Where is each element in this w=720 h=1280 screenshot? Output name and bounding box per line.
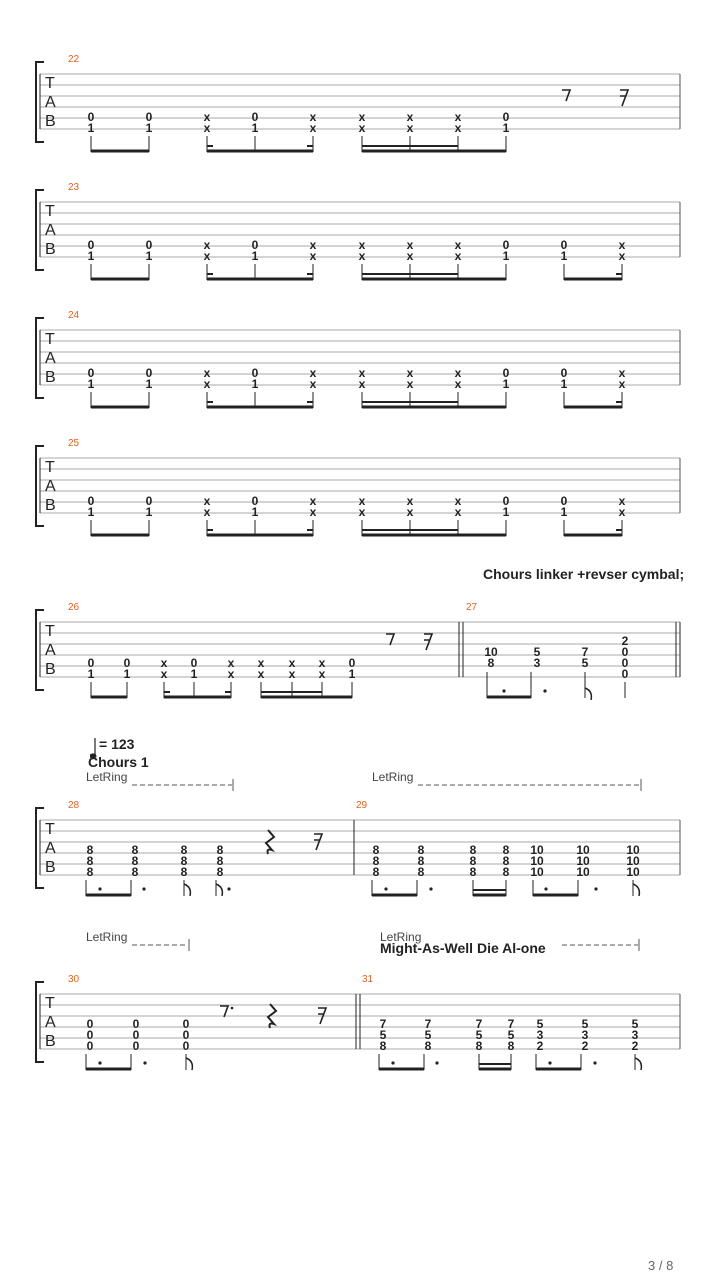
- svg-text:8: 8: [502, 865, 510, 879]
- svg-text:1: 1: [251, 249, 259, 263]
- svg-text:0: 0: [145, 494, 153, 508]
- svg-text:8: 8: [180, 854, 188, 868]
- svg-text:8: 8: [131, 865, 139, 879]
- svg-text:3: 3: [536, 1028, 544, 1042]
- svg-text:x: x: [406, 249, 414, 263]
- svg-text:1: 1: [560, 377, 568, 391]
- svg-text:5: 5: [379, 1028, 387, 1042]
- svg-text:x: x: [203, 238, 211, 252]
- svg-text:5: 5: [536, 1017, 544, 1031]
- svg-text:1: 1: [560, 505, 568, 519]
- svg-text:x: x: [406, 505, 414, 519]
- svg-text:0: 0: [560, 238, 568, 252]
- svg-text:x: x: [203, 110, 211, 124]
- svg-text:1: 1: [145, 249, 153, 263]
- svg-text:8: 8: [372, 854, 380, 868]
- chorus-linker-text: Chours linker +revser cymbal;: [483, 566, 685, 582]
- svg-text:8: 8: [131, 854, 139, 868]
- svg-text:x: x: [618, 505, 626, 519]
- svg-text:8: 8: [216, 865, 224, 879]
- svg-text:x: x: [309, 249, 317, 263]
- svg-text:10: 10: [576, 865, 590, 879]
- measure-number: 26: [68, 602, 80, 613]
- svg-text:8: 8: [502, 843, 510, 857]
- svg-text:10: 10: [530, 843, 544, 857]
- svg-text:x: x: [227, 667, 235, 681]
- svg-text:8: 8: [424, 1039, 432, 1053]
- svg-text:1: 1: [502, 249, 510, 263]
- svg-text:7: 7: [424, 1017, 432, 1031]
- tab-letter-a: A: [45, 642, 56, 659]
- svg-text:7: 7: [507, 1017, 515, 1031]
- svg-text:x: x: [454, 121, 462, 135]
- svg-text:8: 8: [180, 865, 188, 879]
- svg-text:0: 0: [132, 1028, 140, 1042]
- svg-text:x: x: [454, 494, 462, 508]
- svg-text:x: x: [618, 249, 626, 263]
- svg-text:1: 1: [123, 667, 131, 681]
- svg-text:0: 0: [621, 645, 629, 659]
- svg-text:0: 0: [348, 656, 356, 670]
- svg-text:0: 0: [123, 656, 131, 670]
- svg-text:x: x: [406, 121, 414, 135]
- svg-text:1: 1: [502, 505, 510, 519]
- svg-text:8: 8: [216, 843, 224, 857]
- measure-number: 29: [356, 800, 368, 811]
- svg-text:x: x: [318, 667, 326, 681]
- svg-text:0: 0: [182, 1039, 190, 1053]
- svg-text:x: x: [358, 505, 366, 519]
- svg-text:1: 1: [87, 249, 95, 263]
- svg-text:0: 0: [251, 110, 259, 124]
- svg-text:x: x: [203, 366, 211, 380]
- svg-text:0: 0: [87, 366, 95, 380]
- svg-text:x: x: [618, 494, 626, 508]
- svg-text:x: x: [309, 238, 317, 252]
- svg-text:0: 0: [86, 1028, 94, 1042]
- svg-text:x: x: [358, 494, 366, 508]
- svg-text:x: x: [454, 249, 462, 263]
- svg-text:1: 1: [502, 121, 510, 135]
- svg-text:8: 8: [469, 843, 477, 857]
- svg-text:x: x: [454, 377, 462, 391]
- svg-text:x: x: [309, 505, 317, 519]
- tab-letter-b: B: [45, 859, 56, 876]
- let-ring-label: LetRing: [86, 930, 128, 944]
- svg-text:x: x: [160, 656, 168, 670]
- svg-text:0: 0: [251, 238, 259, 252]
- page-number: 3 / 8: [648, 1258, 674, 1273]
- svg-text:x: x: [203, 377, 211, 391]
- svg-text:8: 8: [417, 854, 425, 868]
- tab-staff-25: [0, 384, 720, 544]
- tab-letter-b: B: [45, 241, 56, 258]
- svg-text:8: 8: [372, 843, 380, 857]
- svg-text:x: x: [618, 377, 626, 391]
- svg-text:0: 0: [560, 494, 568, 508]
- svg-text:x: x: [454, 110, 462, 124]
- svg-text:x: x: [358, 110, 366, 124]
- svg-text:x: x: [358, 377, 366, 391]
- svg-text:0: 0: [182, 1028, 190, 1042]
- tab-letter-a: A: [45, 478, 56, 495]
- svg-text:1: 1: [251, 377, 259, 391]
- svg-text:2: 2: [631, 1039, 639, 1053]
- svg-text:1: 1: [502, 377, 510, 391]
- measure-number: 30: [68, 974, 80, 985]
- svg-text:1: 1: [560, 249, 568, 263]
- svg-text:x: x: [227, 656, 235, 670]
- svg-text:5: 5: [581, 1017, 589, 1031]
- svg-text:x: x: [257, 656, 265, 670]
- svg-text:7: 7: [379, 1017, 387, 1031]
- svg-text:0: 0: [502, 366, 510, 380]
- tab-letter-t: T: [45, 995, 55, 1012]
- svg-text:8: 8: [372, 865, 380, 879]
- svg-text:x: x: [358, 121, 366, 135]
- svg-text:x: x: [406, 366, 414, 380]
- svg-text:x: x: [358, 366, 366, 380]
- svg-text:1: 1: [145, 377, 153, 391]
- tab-letter-a: A: [45, 1014, 56, 1031]
- svg-text:5: 5: [581, 656, 589, 670]
- svg-text:x: x: [257, 667, 265, 681]
- svg-text:x: x: [309, 377, 317, 391]
- svg-text:5: 5: [424, 1028, 432, 1042]
- svg-text:10: 10: [484, 645, 498, 659]
- svg-text:x: x: [406, 238, 414, 252]
- svg-text:8: 8: [131, 843, 139, 857]
- svg-text:x: x: [160, 667, 168, 681]
- chorus-section-label: Chours 1: [88, 754, 149, 770]
- svg-text:8: 8: [417, 865, 425, 879]
- svg-text:5: 5: [475, 1028, 483, 1042]
- svg-text:8: 8: [417, 843, 425, 857]
- tab-letter-t: T: [45, 203, 55, 220]
- tab-staff-30-31: [0, 920, 720, 1080]
- tab-letter-a: A: [45, 350, 56, 367]
- tempo-marking: = 123: [99, 736, 135, 752]
- svg-text:0: 0: [251, 366, 259, 380]
- tab-letter-b: B: [45, 497, 56, 514]
- svg-text:2: 2: [581, 1039, 589, 1053]
- svg-text:10: 10: [576, 854, 590, 868]
- section-label-might-as-well: Might-As-Well Die Al-one: [380, 940, 546, 956]
- svg-text:0: 0: [182, 1017, 190, 1031]
- svg-text:3: 3: [631, 1028, 639, 1042]
- svg-text:0: 0: [145, 110, 153, 124]
- svg-text:x: x: [203, 121, 211, 135]
- svg-text:1: 1: [251, 505, 259, 519]
- svg-text:0: 0: [145, 366, 153, 380]
- svg-text:1: 1: [87, 377, 95, 391]
- svg-text:0: 0: [87, 238, 95, 252]
- svg-text:5: 5: [631, 1017, 639, 1031]
- svg-text:x: x: [288, 656, 296, 670]
- tab-letter-t: T: [45, 331, 55, 348]
- measure-number: 28: [68, 800, 80, 811]
- svg-text:0: 0: [87, 656, 95, 670]
- tab-letter-b: B: [45, 661, 56, 678]
- svg-text:x: x: [358, 249, 366, 263]
- svg-text:0: 0: [251, 494, 259, 508]
- svg-text:0: 0: [132, 1017, 140, 1031]
- tab-letter-b: B: [45, 1033, 56, 1050]
- svg-text:8: 8: [86, 865, 94, 879]
- svg-text:8: 8: [507, 1039, 515, 1053]
- svg-text:7: 7: [475, 1017, 483, 1031]
- svg-text:10: 10: [576, 843, 590, 857]
- svg-text:8: 8: [469, 865, 477, 879]
- tab-letter-t: T: [45, 459, 55, 476]
- measure-number: 22: [68, 54, 80, 65]
- svg-text:1: 1: [87, 121, 95, 135]
- svg-text:x: x: [358, 238, 366, 252]
- svg-text:10: 10: [530, 865, 544, 879]
- svg-text:x: x: [318, 656, 326, 670]
- svg-text:5: 5: [533, 645, 541, 659]
- svg-text:x: x: [309, 110, 317, 124]
- svg-text:x: x: [454, 366, 462, 380]
- svg-text:3: 3: [581, 1028, 589, 1042]
- svg-text:x: x: [406, 494, 414, 508]
- svg-text:x: x: [309, 121, 317, 135]
- svg-text:10: 10: [626, 854, 640, 868]
- svg-text:x: x: [288, 667, 296, 681]
- svg-text:8: 8: [502, 854, 510, 868]
- let-ring-label: LetRing: [86, 770, 128, 784]
- svg-text:1: 1: [87, 667, 95, 681]
- tab-staff-28-29: [0, 746, 720, 906]
- svg-text:5: 5: [507, 1028, 515, 1042]
- svg-text:0: 0: [145, 238, 153, 252]
- svg-text:0: 0: [621, 667, 629, 681]
- svg-text:x: x: [406, 377, 414, 391]
- svg-text:x: x: [406, 110, 414, 124]
- svg-text:0: 0: [86, 1017, 94, 1031]
- svg-text:8: 8: [86, 843, 94, 857]
- svg-text:x: x: [454, 505, 462, 519]
- svg-text:0: 0: [86, 1039, 94, 1053]
- svg-text:3: 3: [533, 656, 541, 670]
- tab-letter-a: A: [45, 840, 56, 857]
- svg-text:0: 0: [502, 110, 510, 124]
- svg-text:x: x: [203, 494, 211, 508]
- tab-letter-a: A: [45, 222, 56, 239]
- measure-number: 25: [68, 438, 80, 449]
- svg-text:8: 8: [475, 1039, 483, 1053]
- measure-number: 24: [68, 310, 80, 321]
- svg-text:8: 8: [487, 656, 495, 670]
- svg-text:7: 7: [581, 645, 589, 659]
- let-ring-label: LetRing: [380, 930, 422, 944]
- tab-letter-t: T: [45, 75, 55, 92]
- svg-text:10: 10: [626, 865, 640, 879]
- svg-text:1: 1: [190, 667, 198, 681]
- svg-text:x: x: [618, 238, 626, 252]
- svg-text:8: 8: [86, 854, 94, 868]
- svg-text:2: 2: [536, 1039, 544, 1053]
- svg-text:x: x: [309, 494, 317, 508]
- svg-text:0: 0: [502, 494, 510, 508]
- measure-number: 31: [362, 974, 374, 985]
- svg-text:0: 0: [190, 656, 198, 670]
- tab-staff-26-27: [0, 548, 720, 708]
- tab-letter-a: A: [45, 94, 56, 111]
- svg-text:10: 10: [626, 843, 640, 857]
- let-ring-label: LetRing: [372, 770, 414, 784]
- svg-text:0: 0: [621, 656, 629, 670]
- svg-text:0: 0: [87, 110, 95, 124]
- svg-text:1: 1: [145, 121, 153, 135]
- svg-text:x: x: [203, 505, 211, 519]
- measure-number: 27: [466, 602, 478, 613]
- tab-letter-t: T: [45, 623, 55, 640]
- measure-number: 23: [68, 182, 80, 193]
- svg-text:8: 8: [180, 843, 188, 857]
- svg-text:1: 1: [87, 505, 95, 519]
- svg-text:0: 0: [560, 366, 568, 380]
- svg-text:x: x: [309, 366, 317, 380]
- svg-text:x: x: [618, 366, 626, 380]
- svg-text:x: x: [203, 249, 211, 263]
- svg-text:10: 10: [530, 854, 544, 868]
- svg-text:0: 0: [132, 1039, 140, 1053]
- svg-text:x: x: [454, 238, 462, 252]
- tab-letter-b: B: [45, 369, 56, 386]
- svg-text:0: 0: [87, 494, 95, 508]
- svg-text:2: 2: [621, 634, 629, 648]
- tab-letter-t: T: [45, 821, 55, 838]
- svg-text:8: 8: [469, 854, 477, 868]
- svg-text:1: 1: [145, 505, 153, 519]
- svg-text:0: 0: [502, 238, 510, 252]
- svg-text:1: 1: [251, 121, 259, 135]
- tab-letter-b: B: [45, 113, 56, 130]
- svg-text:8: 8: [216, 854, 224, 868]
- svg-text:1: 1: [348, 667, 356, 681]
- svg-text:8: 8: [379, 1039, 387, 1053]
